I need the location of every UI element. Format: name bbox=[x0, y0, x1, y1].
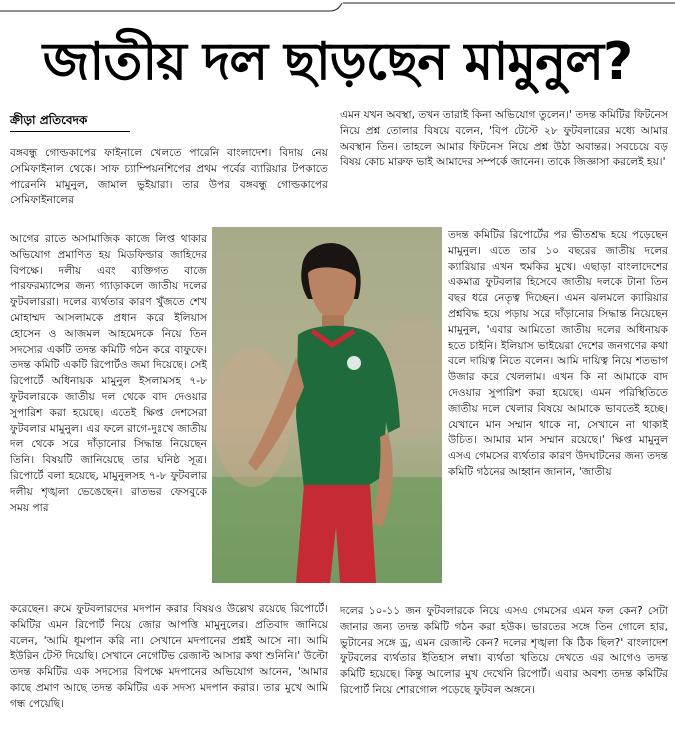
player-illustration bbox=[212, 227, 442, 583]
paragraph: এমন যখন অবস্থা, তখন তারাই কিনা অভিযোগ তুলেন।' তদন্ত কমিটির ফিটনেস নিয়ে প্রশ্ন তোলার বিষয়ে বলেন, 'বিপ টেস্টে ২৮ ফুটবলারের মধ্যে আমার অবস্থান তিন। তাহলে আমার ফিটনেস নিয়ে প্রশ্ন উঠা অবান্তর। সবচেয়ে বড় বিষয় কোচ মারুফ ভাই আমাদের সম্পর্কে জানেন। তাকে জিজ্ঞাসা করলেই হয়।' bbox=[340, 109, 668, 169]
byline: ক্রীড়া প্রতিবেদক bbox=[10, 113, 88, 127]
article-column-left-bottom bbox=[10, 602, 328, 736]
paragraph: দলের ১০-১১ জন ফুটবলারকে নিয়ে এসএ গেমসের এমন ফল কেন? সেটা জানার জন্য তদন্ত কমিটি গঠন করা হউক। ভারতের সঙ্গে তিন গোলে হার, ভুটানের সঙ্গে ড্র, এমন রেজাল্ট কেন? দলের শৃঙ্খলা কি ঠিক ছিল?' বাংলাদেশ ফুটবলের ব্যর্থতার ইতিহাস লম্বা। ব্যর্থতা খতিয়ে দেখতে এর আগেও তদন্ত কমিটি হয়েছে। কিন্তু আলোর মুখ দেখেনি রিপোর্ট। এবার অবশ্য তদন্ত কমিটির রিপোর্ট নিয়ে শোরগোল পড়েছে ফুটবল অঙ্গনে। bbox=[340, 605, 668, 696]
paragraph: করেছেন। রুমে ফুটবলারদের মদপান করার বিষয়ও উল্লেখ রয়েছে রিপোর্টে। কমিটির এমন রিপোর্ট নিয়ে জোর আপত্তি মামুনুলের। প্রতিবাদ জানিয়ে বলেন, 'আমি ধূমপান করি না। সেখানে মদপানের প্রশ্নই আসে না। আমি ইউরিন টেস্ট দিয়েছি। সেখানে নেগেটিভ রেজাল্ট আসার কথা শুনিনি।' উল্টো তদন্ত কমিটির এক সদস্যের বিপক্ষে মদপানের অভিযোগ আনেন, 'আমার কাছে প্রমাণ আছে তদন্ত কমিটির এক সদস্য মদপান করার। তার মুখে আমি গন্ধ পেয়েছি। bbox=[10, 603, 328, 710]
article-column-left-top bbox=[10, 146, 328, 222]
article-column-left-middle bbox=[10, 232, 207, 600]
player-photo bbox=[212, 227, 442, 583]
paragraph: বঙ্গবন্ধু গোল্ডকাপের ফাইনালে খেলতে পারেনি বাংলাদেশ। বিদায় নেয় সেমিফাইনাল থেকে। সাফ চ্যাম্পিয়নশিপের প্রথম পর্বের ব্যারিয়ার টপকাতে পারেননি মামুনুল, জামাল ভুইয়ারা। তার উপর বঙ্গবন্ধু গোল্ডকাপের সেমিফাইনালের bbox=[10, 147, 328, 207]
article-column-right-bottom bbox=[340, 604, 668, 736]
article-column-right-top bbox=[340, 108, 668, 218]
byline-underline bbox=[10, 131, 130, 132]
headline: জাতীয় দল ছাড়ছেন মামুনুল? bbox=[42, 32, 633, 92]
paragraph: আগের রাতে অসামাজিক কাজে লিপ্ত থাকার অভিযোগ প্রমাণিত হয় মিডফিল্ডার জাহিদের বিপক্ষে। দলীয় এবং ব্যক্তিগত বাজে পারফরম্যান্সের জন্য গ্যাড়াকলে জাতীয় দলের ফুটবলাররা। দলের ব্যর্থতার কারণ খুঁজতে শেখ মোহাম্মদ আসলামকে প্রধান করে ইলিয়াস হোসেন ও আজমল আহমেদকে নিয়ে তিন সদস্যের একটি তদন্ত কমিটি গঠন করে বাফুফে। তদন্ত কমিটি একটি রিপোর্টও জমা দিয়েছে। সেই রিপোর্টে অধিনায়ক মামুনুল ইসলামসহ ৭-৮ ফুটবলারকে জাতীয় দল থেকে বাদ দেওয়ার সুপারিশ করা হয়েছে। এতেই ক্ষিপ্ত দেশসেরা ফুটবলার মামুনুল। এর ফলে রাগে-দুঃখে জাতীয় দল থেকে সরে দাঁড়ানোর সিদ্ধান্ত নিয়েছেন তিনি। বিষয়টি জানিয়েছে তার ঘনিষ্ঠ সূত্র। রিপোর্টে বলা হয়েছে, মামুনুলসহ ৭-৮ ফুটবলার দলীয় শৃঙ্খলা ভেঙেছেন। রাতভর ফেসবুকে সময় পার bbox=[10, 233, 207, 514]
paragraph: তদন্ত কমিটির রিপোর্টের পর ভীতশ্রদ্ধ হয়ে পড়েছেন মামুনুল। এতে তার ১০ বছরের জাতীয় দলের ক্যারিয়ার এখন হুমকির মুখে। এছাড়া বাংলাদেশের একমাত্র ফুটবলার হিসেবে জাতীয় দলকে টানা তিন বছর ধরে নেতৃত্ব দিচ্ছেন। এমন ঝলমলে ক্যারিয়ার প্রশ্নবিদ্ধ হয়ে পড়ায় সরে দাঁড়ানোর সিদ্ধান্ত নিয়েছেন মামুনুল, 'এবার আমিতো জাতীয় দলের অধিনায়ক হতে চাইনি। ইলিয়াস ভাইয়েরা দেশের জনগণের কথা বলে দায়িত্ব নিতে বলেন। আমি দায়িত্ব নিয়ে শতভাগ উজার করে খেললাম। এখন কি না আমাকে বাদ দেওয়ার সুপারিশ করা হয়েছে। এমন পরিস্থিতিতে জাতীয় দলে খেলার বিষয়ে আমাকে ভাবতেই হচ্ছে। যেখানে মান সম্মান থাকে না, সেখানে না থাকাই উচিত। আমার মান সম্মান রয়েছে।' ক্ষিপ্ত মামুনুল এসএ গেমসের ব্যর্থতার কারণ উদঘাটনের জন্য তদন্ত কমিটি গঠনের আহ্বান জানান, 'জাতীয় bbox=[448, 229, 668, 478]
article-column-right-middle bbox=[448, 228, 668, 600]
header-border-line bbox=[0, 0, 675, 14]
